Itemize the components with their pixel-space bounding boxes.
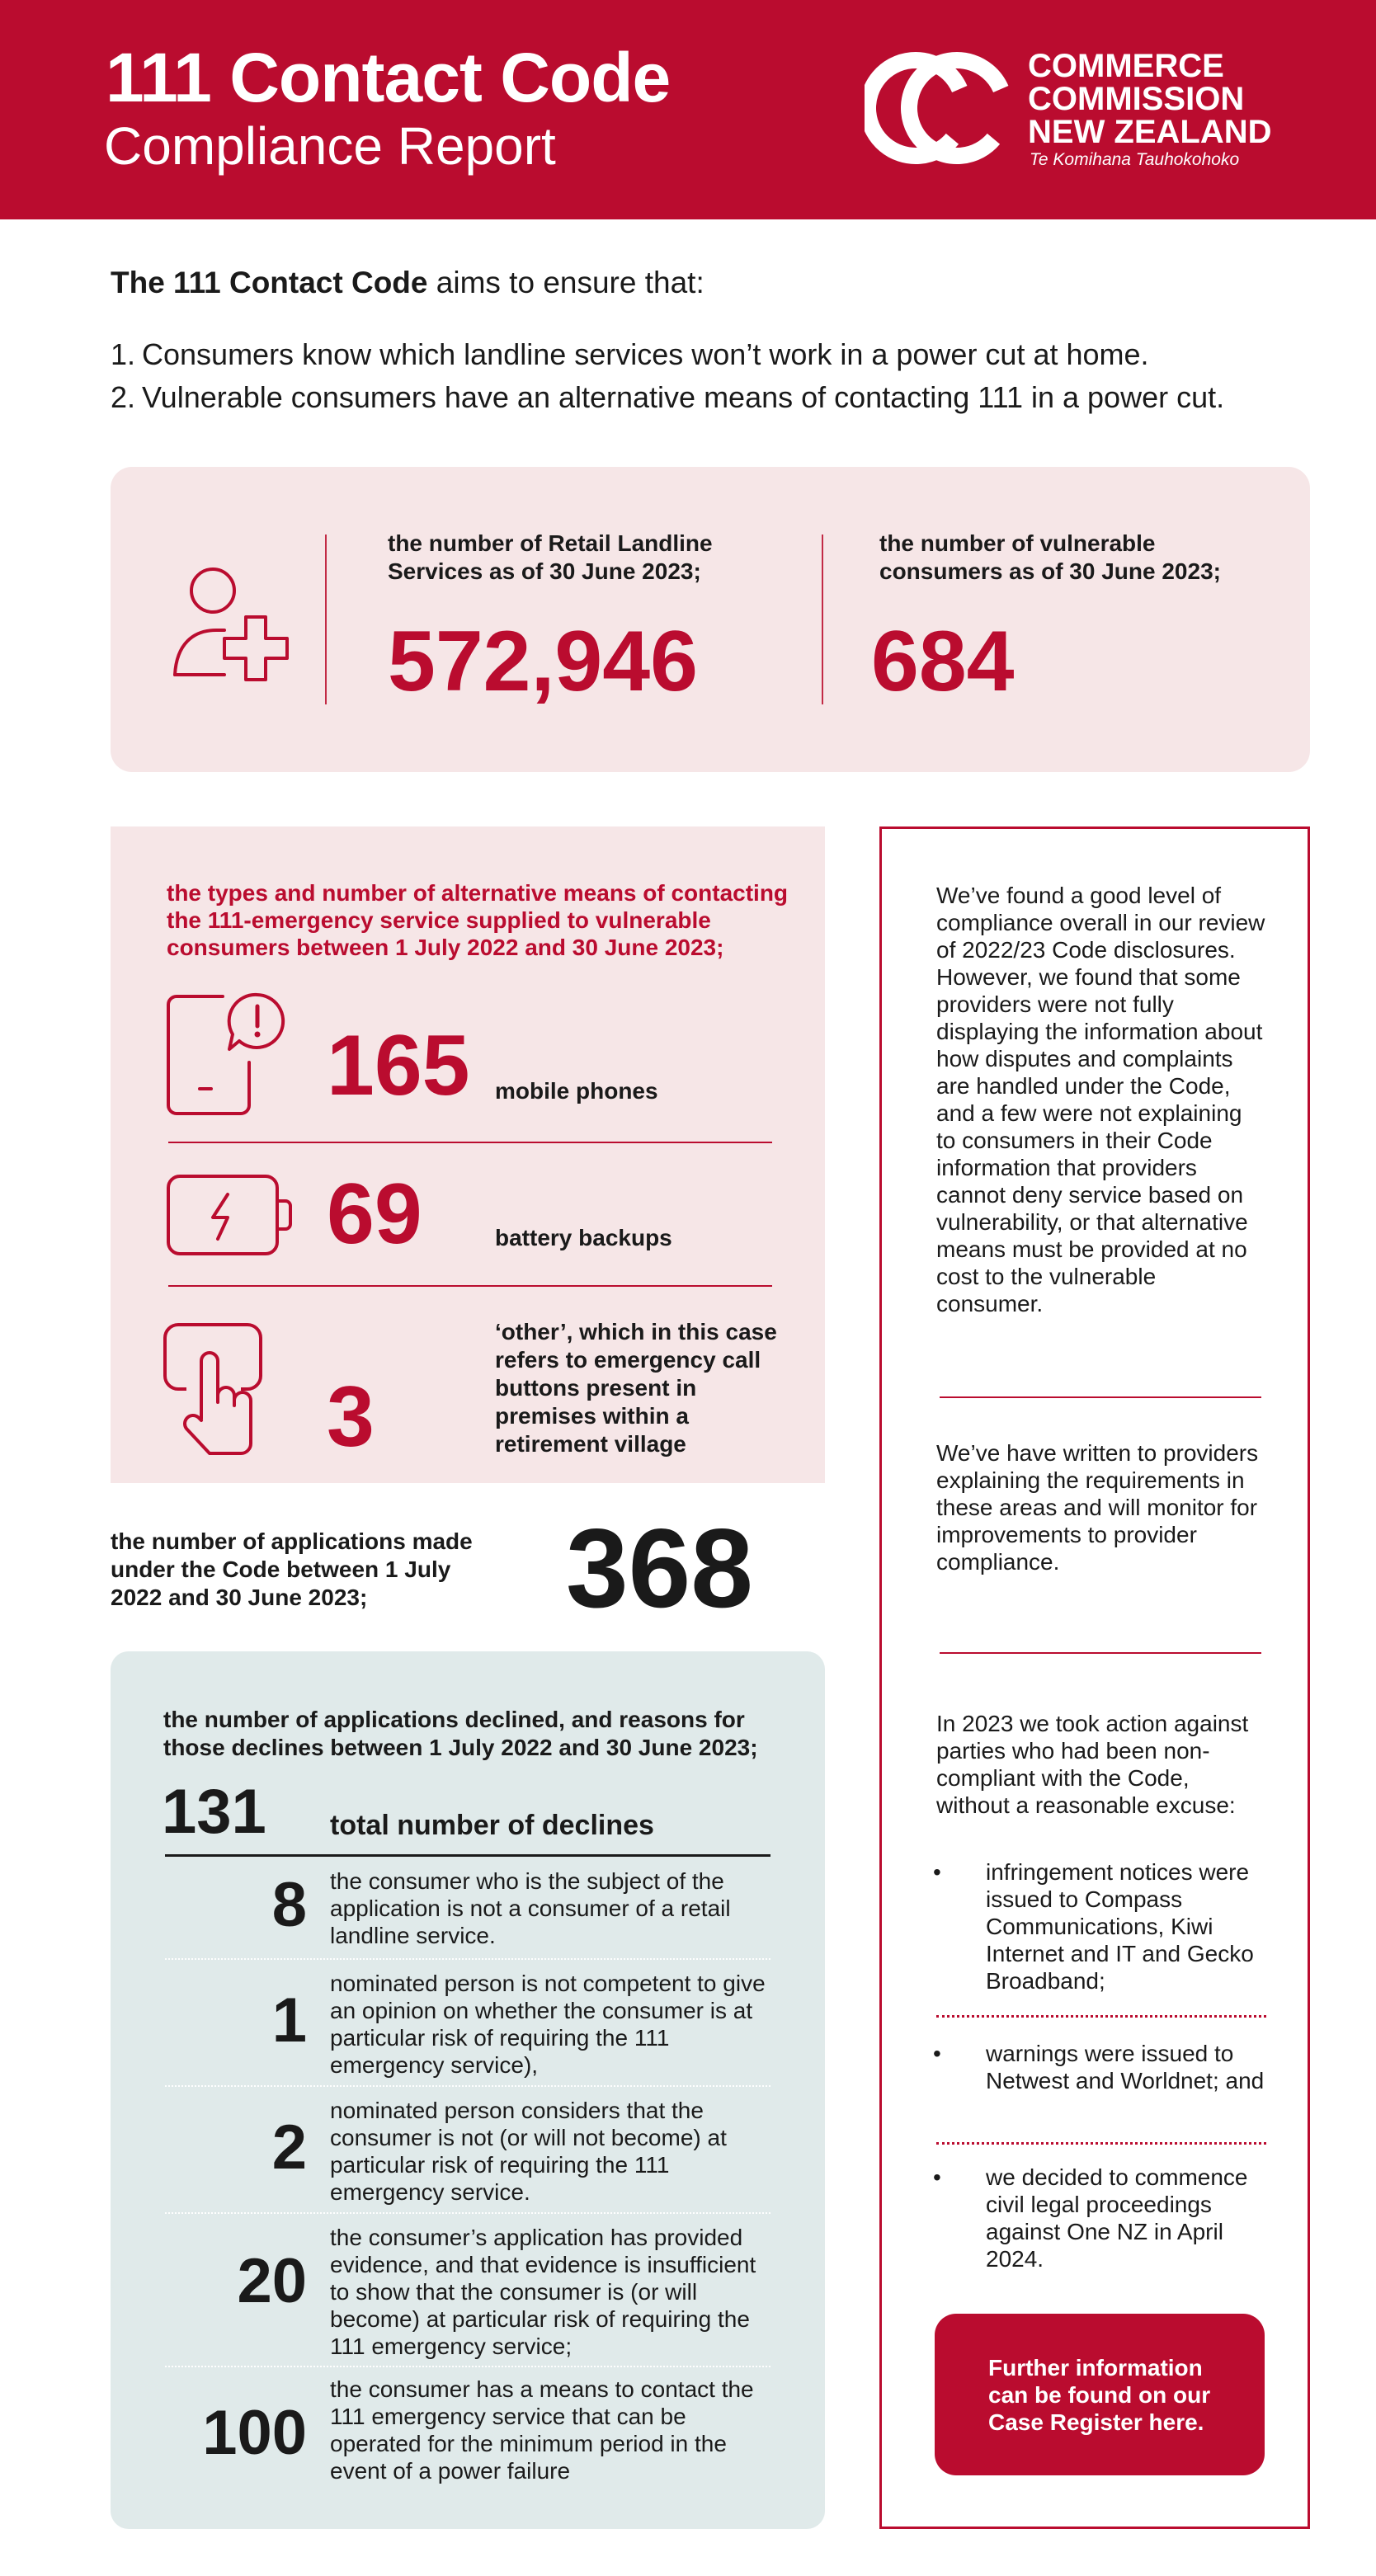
declines-panel [111, 1651, 825, 2529]
divider [822, 535, 823, 704]
battery-backups-label: battery backups [495, 1225, 672, 1250]
applications-value: 368 [566, 1505, 753, 1631]
decline-reason-value: 20 [237, 2246, 307, 2316]
intro-rest: aims to ensure that: [427, 266, 704, 299]
commerce-commission-logo-icon [865, 46, 1013, 170]
total-declines-label: total number of declines [330, 1810, 654, 1841]
decline-reason-value: 1 [271, 1985, 307, 2056]
mobile-phones-value: 165 [327, 1018, 470, 1114]
decline-reason-text: the consumer who is the subject of the application is not a consumer of a retail landline service. [330, 1868, 731, 1948]
landline-services-value: 572,946 [388, 614, 698, 709]
bullet-text: we decided to commence civil legal proceedings against One NZ in April 2024. [986, 2164, 1248, 2272]
decline-reason-value: 100 [202, 2398, 307, 2468]
person-plus-icon [170, 558, 302, 681]
list-item-text: Vulnerable consumers have an alternative means of contacting 111 in a power cut. [142, 380, 1225, 414]
aims-list [111, 333, 1224, 419]
mobile-phone-alert-icon [165, 991, 297, 1123]
logo-tagline: Te Komihana Tauhokohoko [1030, 150, 1240, 169]
decline-reason-text: the consumer has a means to contact the 111 emergency service that can be operated for the minimum period in the event of a power failure [330, 2376, 754, 2484]
vulnerable-consumers-value: 684 [871, 614, 1015, 709]
decline-reason-value: 8 [271, 1870, 307, 1940]
total-underline [165, 1854, 770, 1857]
alternative-means-panel [111, 826, 825, 1483]
other-means-label: ‘other’, which in this case refers to emergency call buttons present in premises within a retirement village [495, 1319, 777, 1457]
battery-charging-icon [165, 1168, 297, 1267]
list-item [111, 376, 1224, 419]
report-title: 111 Contact Code [106, 39, 671, 116]
dotted-divider [936, 2015, 1266, 2018]
bullet-marker: • [933, 2041, 941, 2066]
divider [940, 1396, 1261, 1398]
dotted-divider [936, 2142, 1266, 2145]
row-separator [165, 2366, 770, 2367]
decline-reason-text: the consumer’s application has provided evidence, and that evidence is insufficient to show that the consumer is (or will become) at particular risk of requiring the 111 emergency service; [330, 2225, 756, 2359]
alternative-means-title: the types and number of alternative means of contacting the 111-emergency service supplied to vulnerable consumers between 1 July 2022 and 30 June 2023; [167, 880, 789, 960]
logo-line-new-zealand: NEW ZEALAND [1028, 114, 1272, 150]
landline-services-label: the number of Retail Landline Services as of 30 June 2023; [388, 530, 713, 584]
battery-backups-value: 69 [327, 1166, 422, 1262]
logo-line-commerce: COMMERCE [1028, 48, 1224, 84]
case-register-button-label: Further information can be found on our Case Register here. [988, 2354, 1211, 2435]
row-separator [165, 2085, 770, 2087]
decline-reason-text: nominated person considers that the consumer is not (or will not become) at particular risk of requiring the 111 emergency service. [330, 2098, 727, 2205]
divider [168, 1142, 772, 1143]
mobile-phones-label: mobile phones [495, 1078, 658, 1104]
divider [168, 1285, 772, 1287]
compliance-findings-panel [879, 826, 1310, 2529]
other-means-value: 3 [327, 1369, 375, 1465]
follow-up-paragraph: We’ve have written to providers explaining the requirements in these areas and will monitor for improvements to provider compliance. [936, 1440, 1259, 1575]
finger-press-button-icon [162, 1320, 285, 1460]
logo-line-commission: COMMISSION [1028, 81, 1245, 117]
bullet-text: infringement notices were issued to Compass Communications, Kiwi Internet and IT and Gecko Broadband; [986, 1859, 1254, 1994]
divider [325, 535, 327, 704]
list-number: 2. [111, 380, 136, 414]
report-header [0, 0, 1376, 219]
key-stats-panel [111, 467, 1310, 772]
findings-paragraph: We’ve found a good level of compliance overall in our review of 2022/23 Code disclosures. However, we found that some providers were not fully displaying the information about how disputes and complaints are handled under the Code, and a few were not explaining to consumers in their Code information that providers cannot deny service based on vulnerability, or that alternative means must be provided at no cost to the vulnerable consumer. [936, 883, 1265, 1316]
divider [940, 1652, 1261, 1654]
decline-reason-value: 2 [271, 2112, 307, 2183]
bullet-marker: • [933, 2164, 941, 2190]
row-separator [165, 1958, 770, 1960]
row-separator [165, 2212, 770, 2214]
applications-label: the number of applications made under the Code between 1 July 2022 and 30 June 2023; [111, 1528, 473, 1610]
case-register-button[interactable] [935, 2314, 1265, 2475]
vulnerable-consumers-label: the number of vulnerable consumers as of 30 June 2023; [879, 530, 1221, 584]
report-subtitle: Compliance Report [104, 116, 556, 176]
list-item [111, 333, 1224, 376]
commerce-commission-logo[interactable] [865, 46, 1310, 178]
decline-reason-text: nominated person is not competent to give an opinion on whether the consumer is at particular risk of requiring the 111 emergency service), [330, 1971, 766, 2078]
bullet-marker: • [933, 1859, 941, 1885]
intro-bold: The 111 Contact Code [111, 266, 428, 299]
enforcement-paragraph: In 2023 we took action against parties who had been non-compliant with the Code, without a reasonable excuse: [936, 1711, 1249, 1818]
bullet-text: warnings were issued to Netwest and Worldnet; and [986, 2041, 1265, 2093]
list-number: 1. [111, 337, 136, 371]
declines-title: the number of applications declined, and reasons for those declines between 1 July 2022 and 30 June 2023; [163, 1707, 758, 1760]
intro-sentence [111, 266, 704, 300]
list-item-text: Consumers know which landline services won’t work in a power cut at home. [142, 337, 1149, 371]
total-declines-value: 131 [162, 1777, 266, 1847]
